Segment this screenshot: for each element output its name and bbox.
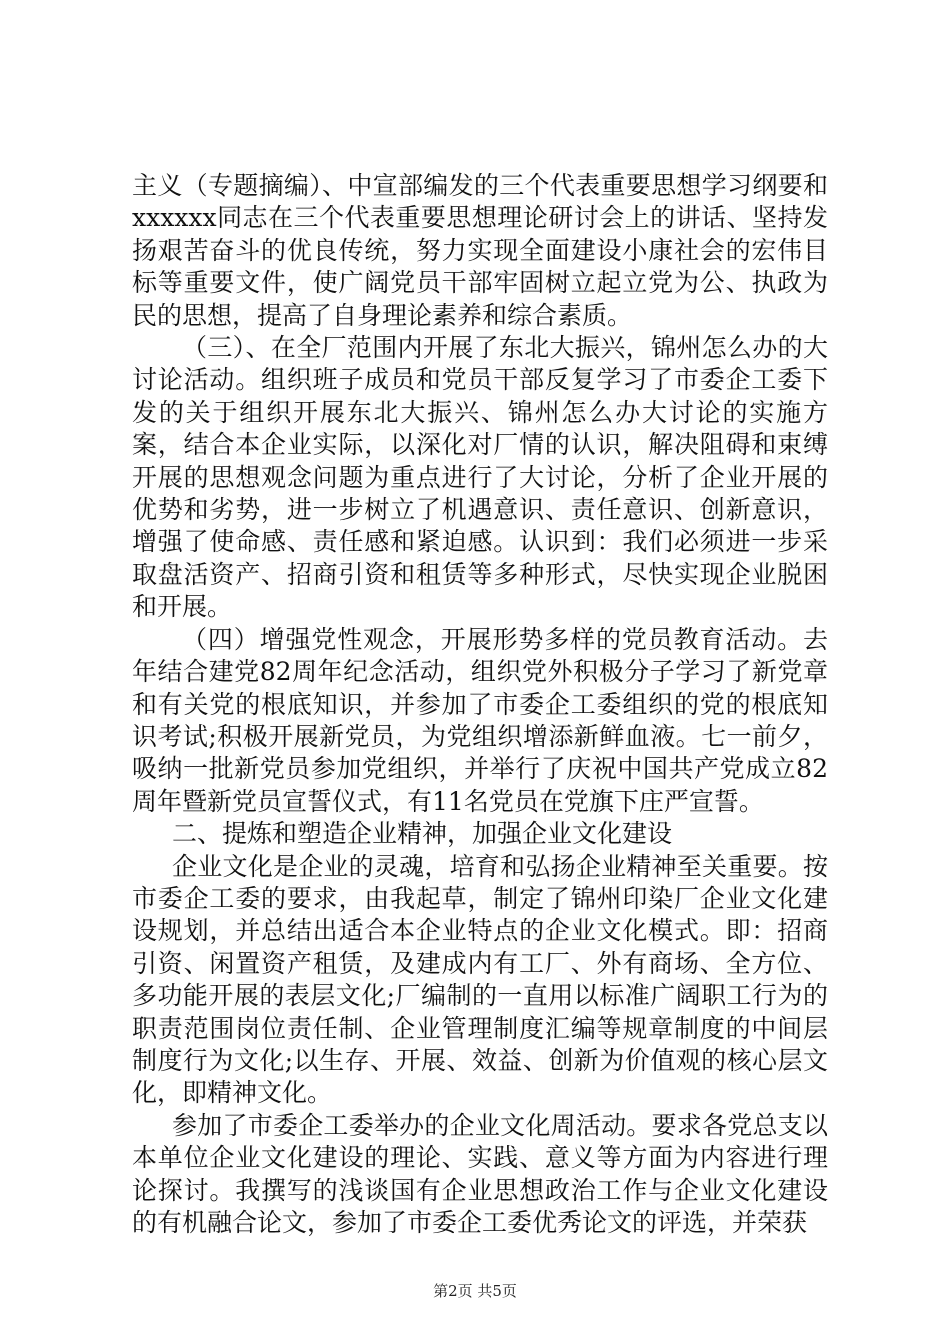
paragraph-section-three: （三）、在全厂范围内开展了东北大振兴，锦州怎么办的大讨论活动。组织班子成员和党员干部反复学习了市委企工委下发的关于组织开展东北大振兴、锦州怎么办大讨论的实施方案，结合本企业实际，以深化对厂情的认识，解决阻碍和束缚开展的思想观念问题为重点进行了大讨论，分析了企业开展的优势和劣势，进一步树立了机遇意识、责任意识、创新意识，增强了使命感、责任感和紧迫感。认识到：我们必须进一步采取盘活资产、招商引资和租赁等多种形式，尽快实现企业脱困和开展。 — [132, 333, 828, 622]
paragraph-section-four: （四）增强党性观念，开展形势多样的党员教育活动。去年结合建党82周年纪念活动，组织党外积极分子学习了新党章和有关党的根底知识，并参加了市委企工委组织的党的根底知识考试;积极开展新党员，为党组织增添新鲜血液。七一前夕，吸纳一批新党员参加党组织，并举行了庆祝中国共产党成立82周年暨新党员宣誓仪式，有11名党员在党旗下庄严宣誓。 — [132, 624, 828, 816]
document-body — [132, 170, 828, 1239]
paragraph-enterprise-culture: 企业文化是企业的灵魂，培育和弘扬企业精神至关重要。按市委企工委的要求，由我起草，制定了锦州印染厂企业文化建设规划，并总结出适合本企业特点的企业文化模式。即：招商引资、闲置资产租赁，及建成内有工厂、外有商场、全方位、多功能开展的表层文化;厂编制的一直用以标准广阔职工行为的职责范围岗位责任制、企业管理制度汇编等规章制度的中间层制度行为文化;以生存、开展、效益、创新为价值观的核心层文化，即精神文化。 — [132, 851, 828, 1108]
paragraph-culture-week: 参加了市委企工委举办的企业文化周活动。要求各党总支以本单位企业文化建设的理论、实践、意义等方面为内容进行理论探讨。我撰写的浅谈国有企业思想政治工作与企业文化建设的有机融合论文，参加了市委企工委优秀论文的评选，并荣获 — [132, 1110, 828, 1237]
paragraph-continuation: 主义（专题摘编）、中宣部编发的三个代表重要思想学习纲要和xxxxxx同志在三个代表重要思想理论研讨会上的讲话、坚持发扬艰苦奋斗的优良传统，努力实现全面建设小康社会的宏伟目标等重要文件，使广阔党员干部牢固树立起立党为公、执政为民的思想，提高了自身理论素养和综合素质。 — [132, 171, 828, 330]
section-heading-two: 二、提炼和塑造企业精神，加强企业文化建设 — [172, 819, 673, 849]
page-number-footer: 第2页 共5页 — [433, 1282, 517, 1300]
